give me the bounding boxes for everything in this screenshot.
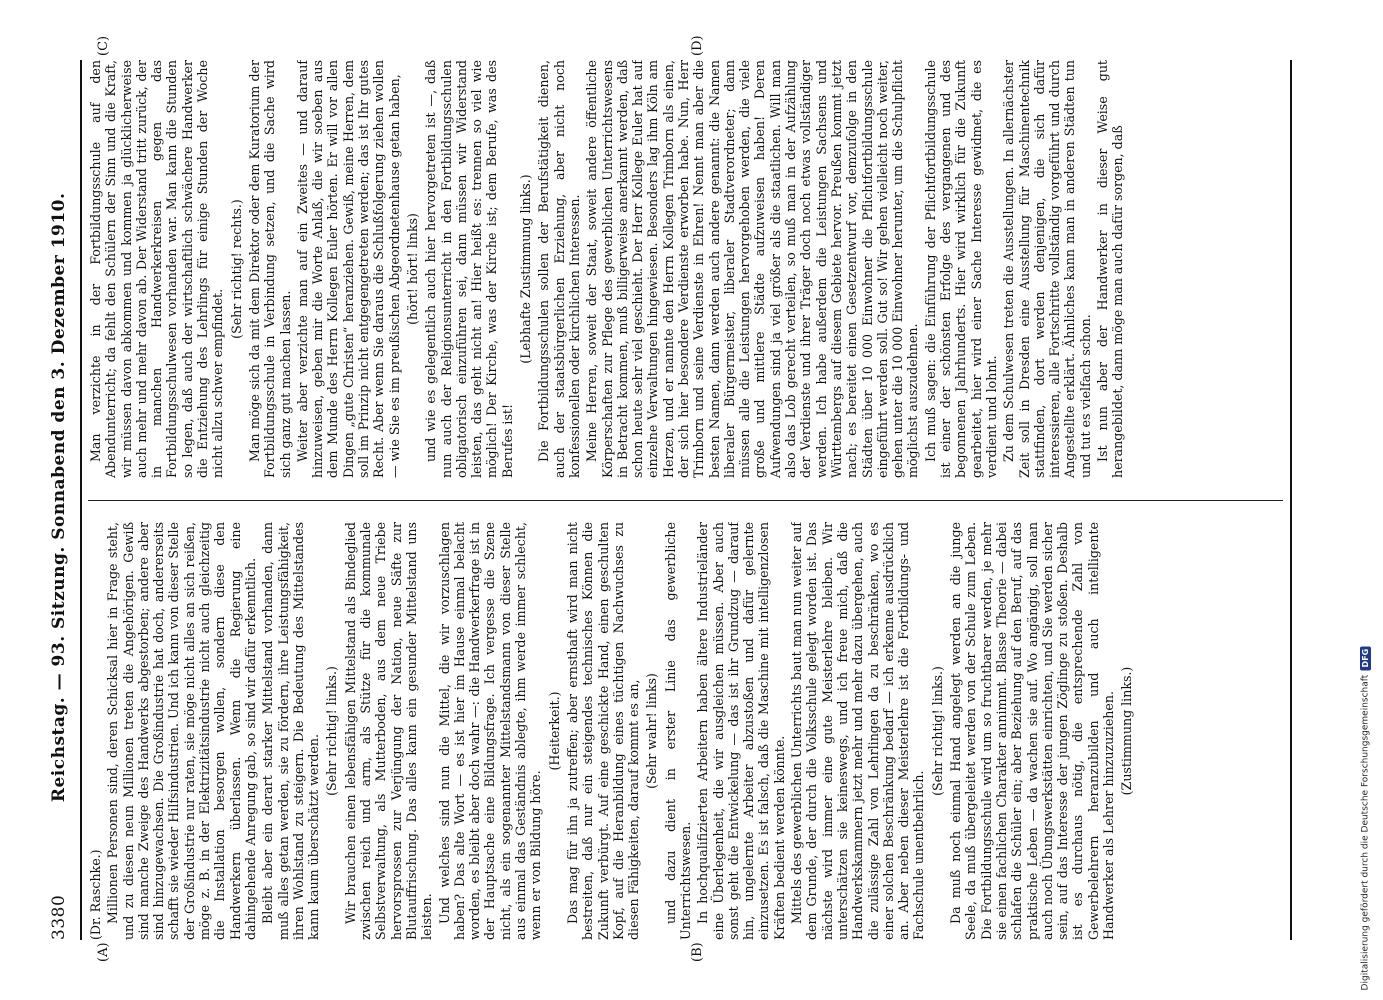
paragraph: Weiter aber verzichte man auf ein Zweites — und darauf hinzuweisen, geben mir die Worte Anlaß, die wir soeben aus dem Munde des Herrn Kollegen Euler hörten. Er will vor allen Dingen „gute Christen“ heranziehen. Gewiß, meine Herren, dem soll im Prinzip nicht entgegengetreten werden; das ist Ihr gutes Recht. Aber wenn Sie daraus die Schlußfolgerung ziehen wollen — wie Sie es im preußischen Abgeordnetenhause getan haben, [294, 60, 402, 478]
paragraph: Und welches sind nun die Mittel, die wir vorzuschlagen haben? Das alte Wort — es ist hier im Hause einmal belacht worden, es bleibt aber doch wahr —: die Handwerkerfrage ist in der Hauptsache eine Bildungsfrage. Ich vergesse die Szene nicht, als ein sogenannter Mittelstandsmann von dieser Stelle aus einmal das Geständnis ablegte, ihm werde immer schlecht, wenn er von Bildung höre. [436, 522, 544, 940]
page-number: 3380 [49, 894, 69, 940]
speaker-name: (Dr. Raschke.) [88, 849, 103, 940]
page-header [44, 60, 74, 940]
interjection: (Sehr richtig! links.) [929, 666, 945, 796]
paragraph: Das mag für ihn ja zutreffen; aber ernsthaft wird man nicht bestreiten, daß nur ein steigendes technisches Können die Zukunft verbürgt. Auf eine geschickte Hand, einen geschulten Kopf, auf die Heranbildung eines tüchtigen Nachwuchses zu diesen Fähigkeiten, darauf kommt es an, [564, 522, 642, 940]
paragraph: Ich muß sagen: die Einführung der Pflichtfortbildungsschule ist einer der schönsten Erfolge des vergangenen und des begonnenen Jahrhunderts. Hier wird wirklich für die Zukunft gearbeitet, hier wird einer Sache Interesse gewidmet, die es verdient und lohnt. [922, 60, 999, 478]
interjection: (Sehr richtig! rechts.) [228, 199, 244, 339]
paragraph: Bleibt aber ein derart starker Mittelstand vorhanden, dann muß alles getan werden, sie zu fördern, ihre Leistungsfähigkeit, ihren Wohlstand zu steigern. Die Bedeutung des Mittelstandes kann kaum überschätzt werden. [260, 522, 322, 940]
interjection: (Heiterkeit.) [546, 691, 562, 771]
paragraph: Millionen Personen sind, deren Schicksal hier in Frage steht, und zu diesen neun Millionen treten die Angehörigen. Gewiß sind manche Zweige des Handwerks abgestorben; andere aber sind hinzugewachsen. Die Großindustrie hat doch, andererseits schafft sie wieder Hilfsindustrien. Und ich kann von dieser Stelle der Großindustrie nur raten, sie möge nicht alles an sich reißen, möge z. B. in der Elektrizitätsindustrie nicht auch gleichzeitig die Installation besorgen wollen, sondern diese den Handwerkern überlassen. Wenn die Regierung eine dahingehende Anregung gab, so sind wir dafür erkenntlich. [105, 522, 258, 940]
paragraph: Da muß noch einmal Hand angelegt werden an die junge Seele, da muß übergeleitet werden von der Schule zum Leben. Die Fortbildungsschule wird um so fruchtbarer werden, je mehr sie einen fachlichen Charakter annimmt. Blasse Theorie — dabei schlafen die Schüler ein; aber Beziehung auf den Beruf, auf das praktische Leben — da wachen sie auf. Wo angängig, soll man auch noch Übungswerkstätten einrichten, und Sie werden sicher sein, auf das Interesse der jungen Zöglinge zu stoßen. Deshalb ist es durchaus nötig, die entsprechende Zahl von Gewerbelehrern heranzubilden und auch intelligente Handwerker als Lehrer hinzuzuziehen. [948, 522, 1116, 940]
paragraph: Wir brauchen einen lebensfähigen Mittelstand als Bindeglied zwischen reich und arm, als Stütze für die kommunale Selbstverwaltung, als Mutterboden, aus dem neue Triebe hervorsprossen zur Verjüngung der Nation, neue Säfte zur Blutauffrischung. Das alles kann ein gesunder Mittelstand uns leisten. [342, 522, 435, 940]
interjection: (Sehr wahr! links) [644, 673, 660, 789]
margin-marker-c: (C) [96, 35, 111, 56]
paragraph: In hochqualifizierten Arbeitern haben ältere Industrieländer eine Überlegenheit, die wir ausgleichen müssen. Aber auch sonst geht die Entwickelung — das ist ihr Grundzug — darauf hin, ungelernte Arbeiter abzustoßen und dafür gelernte einzusetzen. Es ist falsch, daß die Maschine mit intelligenzlosen Kräften bedient werden könnte. [695, 522, 787, 940]
header-rule [80, 60, 82, 940]
dfg-logo: DFG [1360, 646, 1371, 671]
right-column [88, 60, 1283, 478]
paragraph: Mittels des gewerblichen Unterrichts baut man nun weiter auf dem Grunde, der durch die Volksschule gelegt worden ist. Das nächste wird immer eine gute Meisterlehre bleiben. Wir unterschätzen sie keineswegs, und ich freue mich, daß die Handwerkskammern jetzt mehr und mehr dazu übergehen, auch die zulässige Zahl von Lehrlingen da zu beschränken, wo es einer solchen Beschränkung bedarf — ich erkenne ausdrücklich an. Aber neben dieser Meisterlehre ist die Fortbildungs- und Fachschule unentbehrlich. [789, 522, 927, 940]
left-column [88, 522, 1283, 940]
paragraph: Die Fortbildungsschulen sollen der Berufstätigkeit dienen, auch der staatsbürgerlichen Erziehung, aber nicht noch konfessionellen oder kirchlichen Interessen. [536, 60, 582, 478]
paragraph: und wie es gelegentlich auch hier hervorgetreten ist —, daß nun auch der Religionsunterricht in den Fortbildungsschulen obligatorisch einzuführen sei, dann müssen wir Widerstand leisten, das geht nicht an! Hier heißt es: trennen so viel wie möglich! Der Kirche, was der Kirche ist; dem Berufe, was des Berufes ist! [423, 60, 515, 478]
margin-marker-b: (B) [690, 942, 705, 962]
paragraph: Man verzichte in der Fortbildungsschule auf den Abendunterricht; da fehlt den Schülern der Sinn und die Kraft, wir müssen davon abkommen und kommen ja glücklicherweise auch mehr und mehr davon ab. Der Widerstand tritt zurück, der in manchen Handwerkerkreisen gegen das Fortbildungsschulwesen vorhanden war. Man kann die Stunden so legen, daß auch der wirtschaftlich schwächere Handwerker die Entziehung des Lehrlings für einige Stunden der Woche nicht allzu schwer empfindet. [88, 60, 226, 478]
column-divider [88, 500, 1283, 501]
paragraph: Man möge sich da mit dem Direktor oder dem Kuratorium der Fortbildungsschule in Verbindung setzen, und die Sache wird sich ganz gut machen lassen. [246, 60, 293, 478]
paragraph: Ist nun aber der Handwerker in dieser Weise gut herangebildet, dann möge man auch dafür sorgen, daß [1095, 60, 1126, 478]
interjection: (hört! hört! links) [404, 213, 420, 325]
interjection: (Zustimmung links.) [1119, 666, 1135, 796]
interjection: (Sehr richtig! links.) [324, 666, 340, 796]
page-title: Reichstag. — 93. Sitzung. Sonnabend den 3. Dezember 1910. [49, 192, 69, 803]
digitization-note [1350, 10, 1380, 990]
funding-text: Digitalisierung gefördert durch die Deutsche Forschungsgemeinschaft [1360, 674, 1370, 990]
paragraph: und dazu dient in erster Linie das gewerbliche Unterrichtswesen. [662, 522, 693, 940]
footer-rule [1290, 60, 1292, 940]
margin-marker-a: (A) [96, 942, 111, 962]
margin-marker-d: (D) [690, 35, 705, 56]
paragraph: Meine Herren, soweit der Staat, soweit andere öffentliche Körperschaften zur Pflege des gewerblichen Unterrichtswesens in Betracht kommen, muß billigerweise anerkannt werden, daß schon heute sehr viel geschieht. Der Herr Kollege Euler hat auf einzelne Verwaltungen hingewiesen. Besonders lag ihm Köln am Herzen, und er nannte den Herrn Kollegen Trimborn als einen, der sich hier besondere Verdienste erworben habe. Nun, Herr Trimborn und seine Verdienste in Ehren! Nennt man aber die besten Namen, dann werden auch andere genannt: die Namen liberaler Bürgermeister, liberaler Stadtverordneter; dann müssen alle die Leistungen hervorgehoben werden, die viele große und mittlere Städte aufzuweisen haben! Deren Aufwendungen sind ja viel größer als die staatlichen. Will man also das Lob gerecht verteilen, so muß man in der Aufzählung der Verdienste und ihrer Träger doch noch etwas vollständiger werden. Ich habe außerdem die Leistungen Sachsens und Württembergs auf diesem Gebiete hervor. Preußen kommt jetzt nach; es bereitet einen Gesetzentwurf vor, demzufolge in den Städten über 10 000 Einwohner die Pflichtfortbildungsschule eingeführt werden soll. Gut so! Wir gehen vielleicht noch weiter, gehen unter die 10 000 Einwohner herunter, um die Schulpflicht möglichst auszudehnen. [584, 60, 921, 478]
paragraph: Zu dem Schulwesen treten die Ausstellungen. In allernächster Zeit soll in Dresden eine Ausstellung für Maschinentechnik stattfinden, dort werden denjenigen, die sich dafür interessieren, alle Fortschritte vollständig vorgeführt und durch Angestellte erklärt. Ähnliches kann man in anderen Städten tun und tut es vielfach schon. [1001, 60, 1093, 478]
interjection: (Lebhafte Zustimmung links.) [518, 174, 534, 364]
